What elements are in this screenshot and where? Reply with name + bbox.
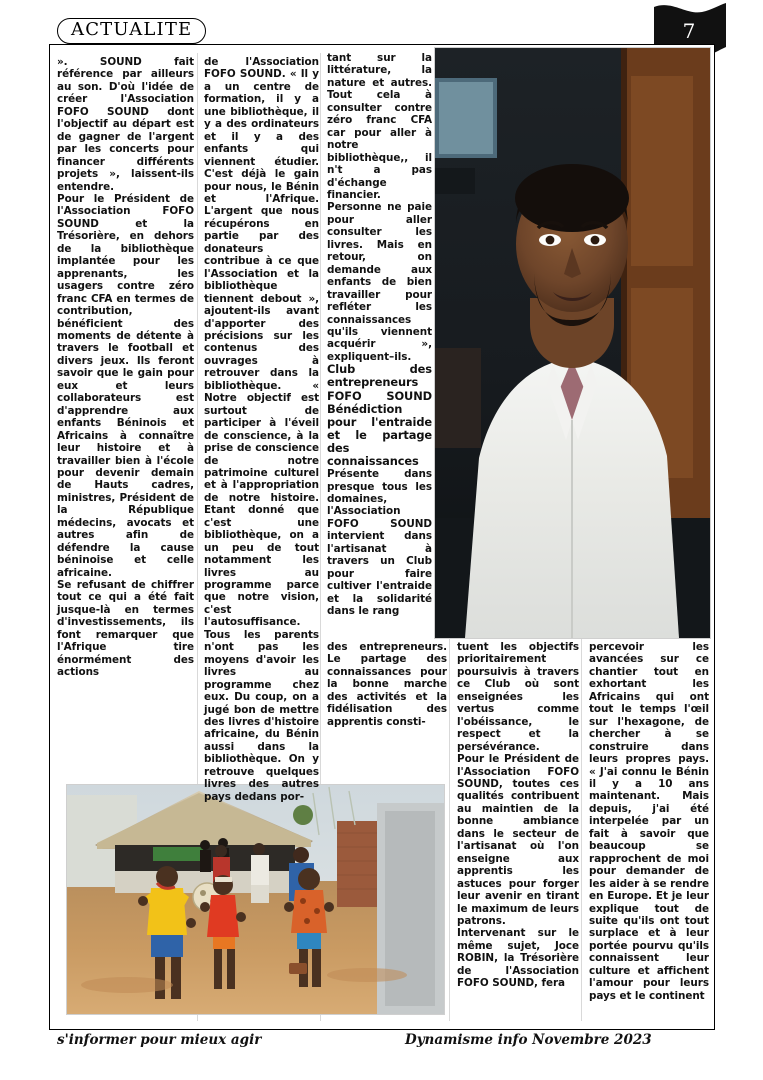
paragraph: des entrepreneurs. Le partage des connaissances pour la bonne marche des activités et la fidélisation des apprentis consti- — [327, 641, 447, 728]
page-footer — [0, 1032, 763, 1062]
article-subheading: Club des entrepreneurs FOFO SOUND Bénédiction pour l'entraide et le partage des connaissances — [327, 362, 432, 468]
footer-publication: Dynamisme info Novembre 2023 — [405, 1032, 652, 1048]
section-badge: ACTUALITE — [57, 18, 206, 44]
footer-slogan: s'informer pour mieux agir — [57, 1032, 262, 1048]
paragraph: tuent les objectifs prioritairement poursuivis à travers ce Club où sont enseignées les vertus comme l'obéissance, le respect et la persévérance. — [457, 641, 579, 753]
paragraph: Présente dans presque tous les domaines, l'Association FOFO SOUND intervient dans l'artisanat à travers un Club pour faire cultiver l'entraide et la solidarité dans le rang — [327, 468, 432, 618]
photo-children-playing-football — [66, 784, 445, 1015]
paragraph: percevoir les avancées sur ce chantier tout en exhortant les Africains qui ont tout le temps l'œil sur l'hexagone, de chercher à se construire dans leurs propres pays. « J'ai connu le Bénin il y a 10 ans maintenant. Mais depuis, j'ai été interpelée par un fait à savoir que beaucoup se rapprochent de moi pour demander de les aider à se rendre en Europe. Et je leur explique tout de suite qu'ils ont tout surplace et à leur portée pourvu qu'ils connaissent leur culture et affichent l'amour pour leurs pays et le continent — [589, 641, 709, 1002]
paragraph: de l'Association FOFO SOUND. « Il y a un centre de formation, il y a une bibliothèque, il y a des ordinateurs et il y a des enfants qui viennent étudier. C'est déjà le gain pour nous, le Bénin et l'Afrique. L'argent que nous récupérons en partie par des donateurs contribue à ce que l'Association et la bibliothèque tiennent debout », ajoutent-ils avant d'apporter des précisions sur les contenus des ouvrages à retrouver dans la bibliothèque. « Notre objectif est surtout de participer à l'éveil de conscience, à la prise de conscience de notre patrimoine culturel et à l'appropriation de notre histoire. Etant donné que c'est une bibliothèque, on a un peu de tout notamment les livres au programme parce que notre vision, c'est l'autosuffisance. Tous les parents n'ont pas les moyens d'avoir les livres au programme chez eux. Du coup, on a jugé bon de mettre des livres d'histoire africaine, du Bénin aussi dans la bibliothèque. On y retrouve quelques livres des autres pays dedans por- — [204, 56, 319, 803]
page-number: 7 — [682, 19, 696, 43]
masthead — [0, 0, 763, 46]
portrait-photo-man-white-shirt — [434, 47, 711, 639]
article-column-3-bottom — [327, 641, 447, 728]
paragraph: Intervenant sur le même sujet, Joce ROBIN, la Trésorière de l'Association FOFO SOUND, fera — [457, 927, 579, 990]
article-column-3-top — [327, 52, 432, 618]
paragraph: Pour le Président de l'Association FOFO SOUND et la Trésorière, en dehors de la bibliothèque implantée pour les apprenants, les usagers contre zéro franc CFA en termes de contribution, bénéficient des moments de détente à travers le football et divers jeux. Ils feront savoir que le gain pour eux et leurs collaborateurs est d'apprendre aux enfants Béninois et Africains à connaître leur histoire et à travailler bien à l'école pour devenir demain de Hauts cadres, ministres, Président de la République médecins, avocats et autres afin de défendre la cause béninoise et celle africaine. — [57, 192, 194, 579]
paragraph: Se refusant de chiffrer tout ce qui a été fait jusque-là en termes d'investissements, ils font remarquer que l'Afrique tire énormément des actions — [57, 579, 194, 679]
article-column-1 — [57, 56, 194, 679]
article-column-5 — [589, 641, 709, 1002]
article-column-4 — [457, 641, 579, 990]
article-column-2 — [204, 56, 319, 803]
paragraph: Pour le Président de l'Association FOFO SOUND, toutes ces qualités contribuent au maintien de la bonne ambiance dans le secteur de l'artisanat où l'on enseigne aux apprentis les astuces pour forger leur avenir en tirant le maximum de leurs patrons. — [457, 753, 579, 927]
paragraph: ». SOUND fait référence par ailleurs au son. D'où l'idée de créer l'Association FOFO SOUND dont l'objectif au départ est de gagner de l'argent par les concerts pour financer différents projets », laissent-ils entendre. — [57, 56, 194, 193]
paragraph: tant sur la littérature, la nature et autres. Tout cela à consulter contre zéro franc CFA car pour aller à notre bibliothèque,, il n't a pas d'échange financier. Personne ne paie pour aller consulter les livres. Mais en retour, on demande aux enfants de bien travailler pour refléter les connaissances qu'ils viennent acquérir », expliquent–ils. — [327, 52, 432, 363]
